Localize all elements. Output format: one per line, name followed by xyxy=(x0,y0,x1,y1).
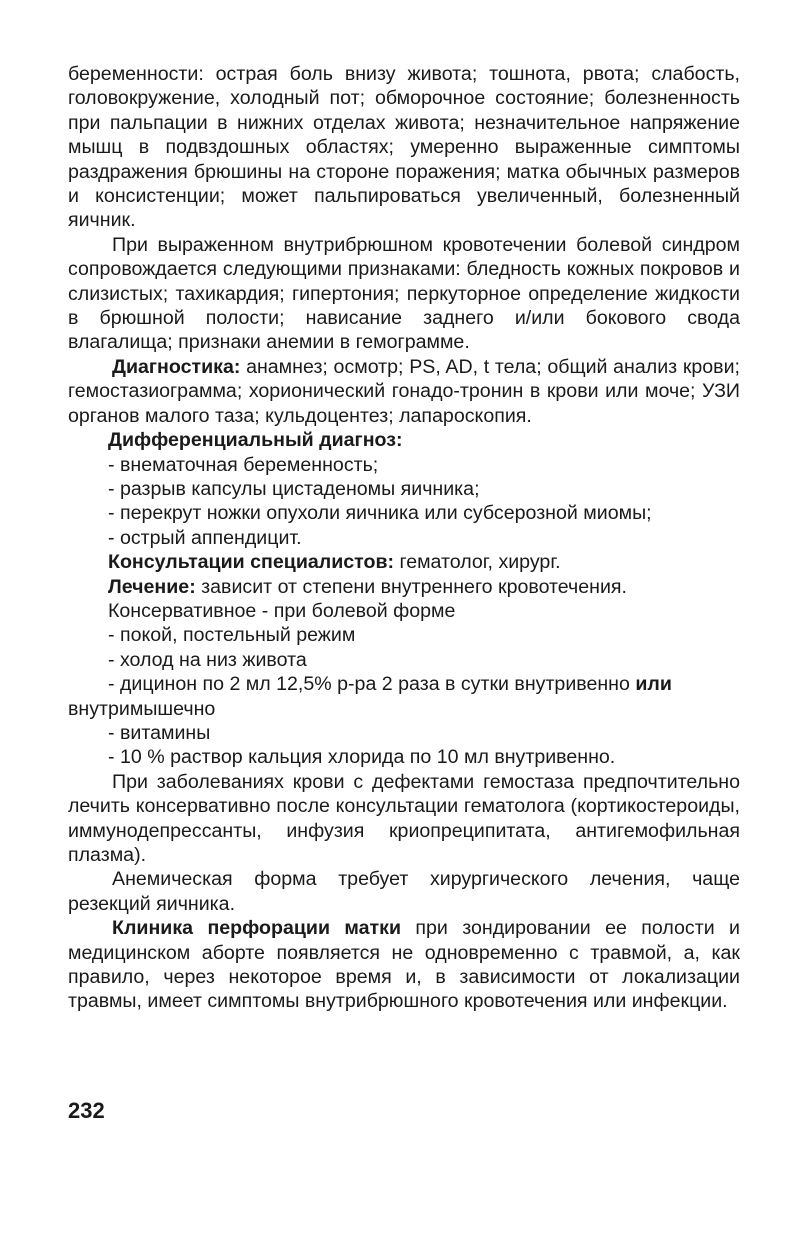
paragraph-blood-diseases: При заболеваниях крови с дефектами гемостаза предпочтительно лечить консервативно после консультации гематолога (кортикостероиды, иммунодепрессанты, инфузия криопреципитата, антигемофильная плазма). xyxy=(68,770,740,866)
treatment-item-dicynon xyxy=(68,672,740,721)
dicynon-continuation: внутримышечно xyxy=(68,697,216,720)
differential-heading: Дифференциальный диагноз: xyxy=(108,429,403,452)
differential-item: - острый аппендицит. xyxy=(108,526,302,549)
page-text xyxy=(68,62,740,1014)
dicynon-text: - дицинон по 2 мл 12,5% р-ра 2 раза в сутки внутривенно xyxy=(108,673,636,696)
page-number: 232 xyxy=(68,1098,105,1123)
differential-item: - разрыв капсулы цистаденомы яичника; xyxy=(108,477,480,500)
treatment-item: - 10 % раствор кальция хлорида по 10 мл внутривенно. xyxy=(108,746,616,769)
consultations-text: гематолог, хирург. xyxy=(394,551,561,574)
treatment-item: - холод на низ живота xyxy=(108,648,307,671)
perforation-heading: Клиника перфорации матки xyxy=(112,917,401,940)
treatment-heading: Лечение: xyxy=(108,575,196,598)
treatment-item: - витамины xyxy=(108,721,211,744)
paragraph-treatment xyxy=(68,575,740,599)
differential-item: - внематочная беременность; xyxy=(108,453,379,476)
dicynon-bold: или xyxy=(635,673,672,696)
paragraph-anemic-form: Анемическая форма требует хирургического лечения, чаще резекций яичника. xyxy=(68,868,740,915)
differential-item: - перекрут ножки опухоли яичника или субсерозной миомы; xyxy=(108,502,652,525)
paragraph-consultations xyxy=(68,550,740,574)
consultations-heading: Консультации специалистов: xyxy=(108,551,395,574)
treatment-item: Консервативное - при болевой форме xyxy=(108,599,456,622)
paragraph-hemorrhage: При выраженном внутрибрюшном кровотечении болевой синдром сопровождается следующими признаками: бледность кожных покровов и слизистых; тахикардия; гипертония; перкуторное определение жидкости в брюшной полости; нависание заднего и/или бокового свода влагалища; признаки анемии в гемограмме. xyxy=(68,233,740,354)
treatment-item: - покой, постельный режим xyxy=(108,624,356,647)
paragraph-diagnostics xyxy=(68,355,740,428)
diagnostics-heading: Диагностика: xyxy=(112,355,241,378)
perforation-text: при зондировании ее полости и медицинском аборте появляется не одновременно с травмой, а, как правило, через некоторое время и, в зависимости от локализации травмы, имеет симптомы внутрибрюшного кровотечения или инфекции. xyxy=(68,917,740,1013)
diagnostics-text: анамнез; осмотр; PS, AD, t тела; общий анализ крови; гемостазиограмма; хорионический гонадо-тронин в крови или моче; УЗИ органов малого таза; кульдоцентез; лапароскопия. xyxy=(68,355,740,427)
paragraph-symptoms: беременности: острая боль внизу живота; тошнота, рвота; слабость, головокружение, холодный пот; обморочное состояние; болезненность при пальпации в нижних отделах живота; незначительное напряжение мышц в подвздошных областях; умеренно выраженные симптомы раздражения брюшины на стороне поражения; матка обычных размеров и консистенции; может пальпироваться увеличенный, болезненный яичник. xyxy=(68,63,740,232)
paragraph-perforation xyxy=(68,916,740,1014)
treatment-text: зависит от степени внутреннего кровотечения. xyxy=(195,575,627,598)
